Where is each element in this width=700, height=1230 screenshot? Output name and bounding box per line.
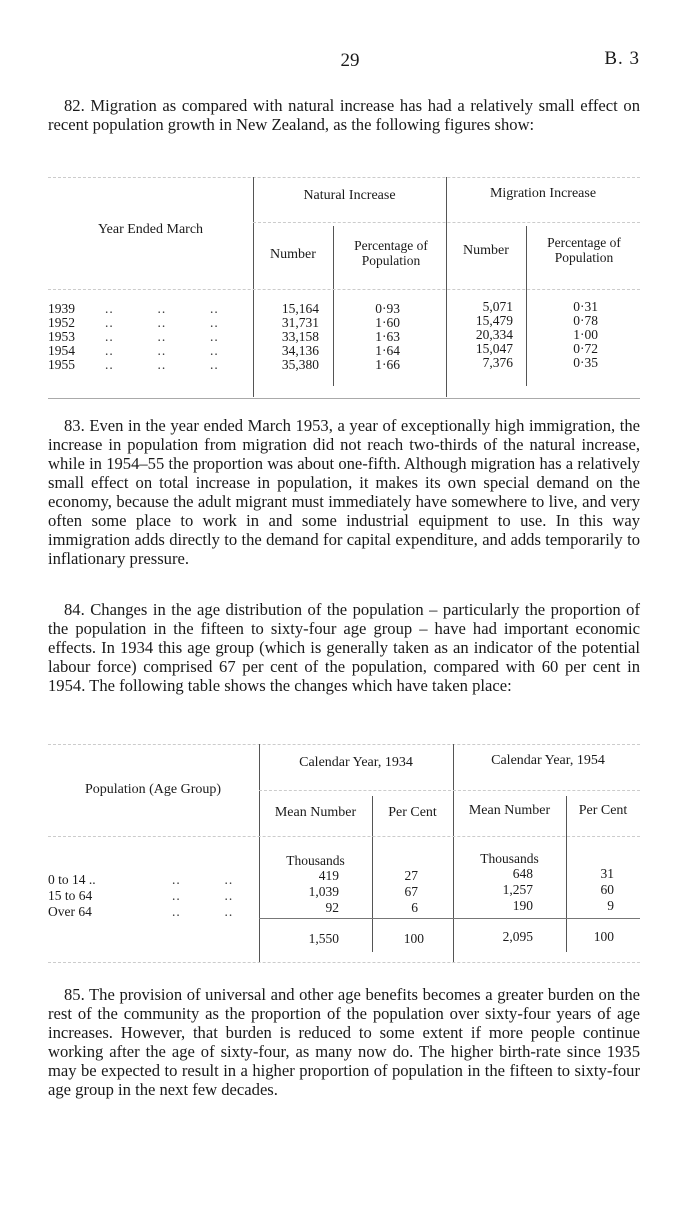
table1-group-rule [253, 222, 640, 223]
paragraph-83 [48, 416, 640, 568]
table1-bottom-rule [48, 398, 640, 399]
table2-row-header: Population (Age Group) [84, 782, 222, 797]
paragraph-85 [48, 985, 640, 1099]
table2-leader-dots: .. .. [172, 888, 234, 903]
table1-leader-dots: .. .. .. [105, 315, 219, 330]
table2-top-rule [48, 744, 640, 745]
paragraph-83-text: 83. Even in the year ended March 1953, a year of exceptionally high immigration, the increase in population from migration did not reach two-thirds of the natural increase, while in 1954–55 the proportion was about one-fifth. Although migration has a relatively small effect on total increase in population, it makes its own special demand on the economy, because the adult migrant must immediately have somewhere to live, and very often some place to work in and some industrial equipment to use. In this way immigration adds directly to the demand for capital expenditure, and adds temporarily to inflationary pressure. [48, 416, 640, 568]
page-number: 29 [340, 50, 360, 71]
table2-mean-1954: 190 [512, 898, 533, 913]
table1-ni-number: 35,380 [281, 357, 319, 372]
table2-total-pct-1934: 100 [403, 931, 424, 946]
table1-mi-pct: 0·78 [573, 313, 598, 328]
paragraph-85-text: 85. The provision of universal and other age benefits becomes a greater burden on the rest of the community as the proportion of the population over sixty-four years of age increases. However, that burden is reduced to some extent if more people continue working after the age of sixty-four, as many now do. The higher birth-rate since 1935 may be expected to result in a higher proportion of population in the fifteen to sixty-four age group in the next few decades. [48, 985, 640, 1099]
table2-age-group: Over 64 [48, 904, 92, 919]
table2-col-mean-1954: Mean Number [468, 803, 551, 818]
table1-ni-number: 31,731 [281, 315, 319, 330]
paragraph-84 [48, 600, 640, 695]
table1-ni-pct: 1·64 [375, 343, 400, 358]
table2-bottom-rule [48, 962, 640, 963]
table1-leader-dots: .. .. .. [105, 329, 219, 344]
table1-header-rule [48, 289, 640, 290]
table1-mi-number: 15,479 [475, 313, 513, 328]
table2-unit-1954: Thousands [480, 851, 539, 866]
table2-total-rule [259, 918, 640, 919]
table2-pct-1954: 31 [600, 866, 614, 881]
table1-group-migration: Migration Increase [489, 186, 597, 201]
table1-leader-dots: .. .. .. [105, 357, 219, 372]
table1-year: 1955 [48, 357, 75, 372]
table2-group-rule [259, 790, 640, 791]
table2-mean-1934: 92 [325, 900, 339, 915]
paragraph-82-text: 82. Migration as compared with natural increase has had a relatively small effect on recent population growth in New Zealand, as the following figures show: [48, 96, 640, 134]
table1-ni-pct: 0·93 [375, 301, 400, 316]
table2-col-mean-1934: Mean Number [274, 805, 357, 820]
table1-ni-number: 34,136 [281, 343, 319, 358]
table2-mean-1934: 419 [318, 868, 339, 883]
table1-ni-number: 15,164 [281, 301, 319, 316]
table2-total-pct-1954: 100 [593, 929, 614, 944]
table1-top-rule [48, 177, 640, 178]
table1-col-mi-number: Number [463, 243, 509, 258]
table2-leader-dots: .. .. [172, 872, 234, 887]
paragraph-82 [48, 96, 640, 134]
table1-leader-dots: .. .. .. [105, 301, 219, 316]
table1-row-header: Year Ended March [97, 222, 204, 237]
table1-col-ni-number: Number [270, 247, 316, 262]
table2-pct-1954: 60 [600, 882, 614, 897]
table1-ni-pct: 1·63 [375, 329, 400, 344]
table2-pct-1934: 67 [404, 884, 418, 899]
table2-pct-1934: 27 [404, 868, 418, 883]
table2-age-group: 15 to 64 [48, 888, 93, 903]
table1-mi-number: 20,334 [475, 327, 513, 342]
table2-group-1954: Calendar Year, 1954 [491, 753, 605, 768]
table1-col-mi-pct: Percentage of Population [547, 235, 621, 265]
table1-mi-number: 5,071 [482, 299, 513, 314]
table2-age-group: 0 to 14 .. [48, 872, 96, 887]
table2-pct-1954: 9 [607, 898, 614, 913]
table2-mean-1934: 1,039 [308, 884, 339, 899]
table2-leader-dots: .. .. [172, 904, 234, 919]
paragraph-84-text: 84. Changes in the age distribution of the population – particularly the proportion of the population in the fifteen to sixty-four age group – have had important economic effects. In 1934 this age group (which is generally taken as an indicator of the potential labour force) comprised 67 per cent of the population, compared with 60 per cent in 1954. The following table shows the changes which have taken place: [48, 600, 640, 695]
table1-mi-number: 15,047 [475, 341, 513, 356]
table2-total-mean-1954: 2,095 [502, 929, 533, 944]
table1-group-natural: Natural Increase [303, 188, 396, 203]
table1-mi-pct: 1·00 [573, 327, 598, 342]
table2-total-mean-1934: 1,550 [308, 931, 339, 946]
table1-col-ni-pct: Percentage of Population [354, 238, 428, 268]
table1-leader-dots: .. .. .. [105, 343, 219, 358]
table2-group-1934: Calendar Year, 1934 [299, 755, 413, 770]
table1-year: 1954 [48, 343, 75, 358]
table1-mi-number: 7,376 [482, 355, 513, 370]
document-reference: B. 3 [604, 48, 640, 69]
table1-mi-pct: 0·31 [573, 299, 598, 314]
table1-year: 1952 [48, 315, 75, 330]
table1-ni-pct: 1·60 [375, 315, 400, 330]
table2-unit-1934: Thousands [286, 853, 345, 868]
table2-mean-1954: 1,257 [502, 882, 533, 897]
table2-pct-1934: 6 [411, 900, 418, 915]
table1-mi-pct: 0·35 [573, 355, 598, 370]
table1-ni-number: 33,158 [281, 329, 319, 344]
table2-col-pct-1954: Per Cent [578, 803, 628, 818]
table1-year: 1953 [48, 329, 75, 344]
table2-header-rule [48, 836, 640, 837]
table1-year: 1939 [48, 301, 75, 316]
table2-mean-1954: 648 [512, 866, 533, 881]
table2-col-pct-1934: Per Cent [388, 805, 437, 820]
table1-mi-pct: 0·72 [573, 341, 598, 356]
table1-ni-pct: 1·66 [375, 357, 400, 372]
